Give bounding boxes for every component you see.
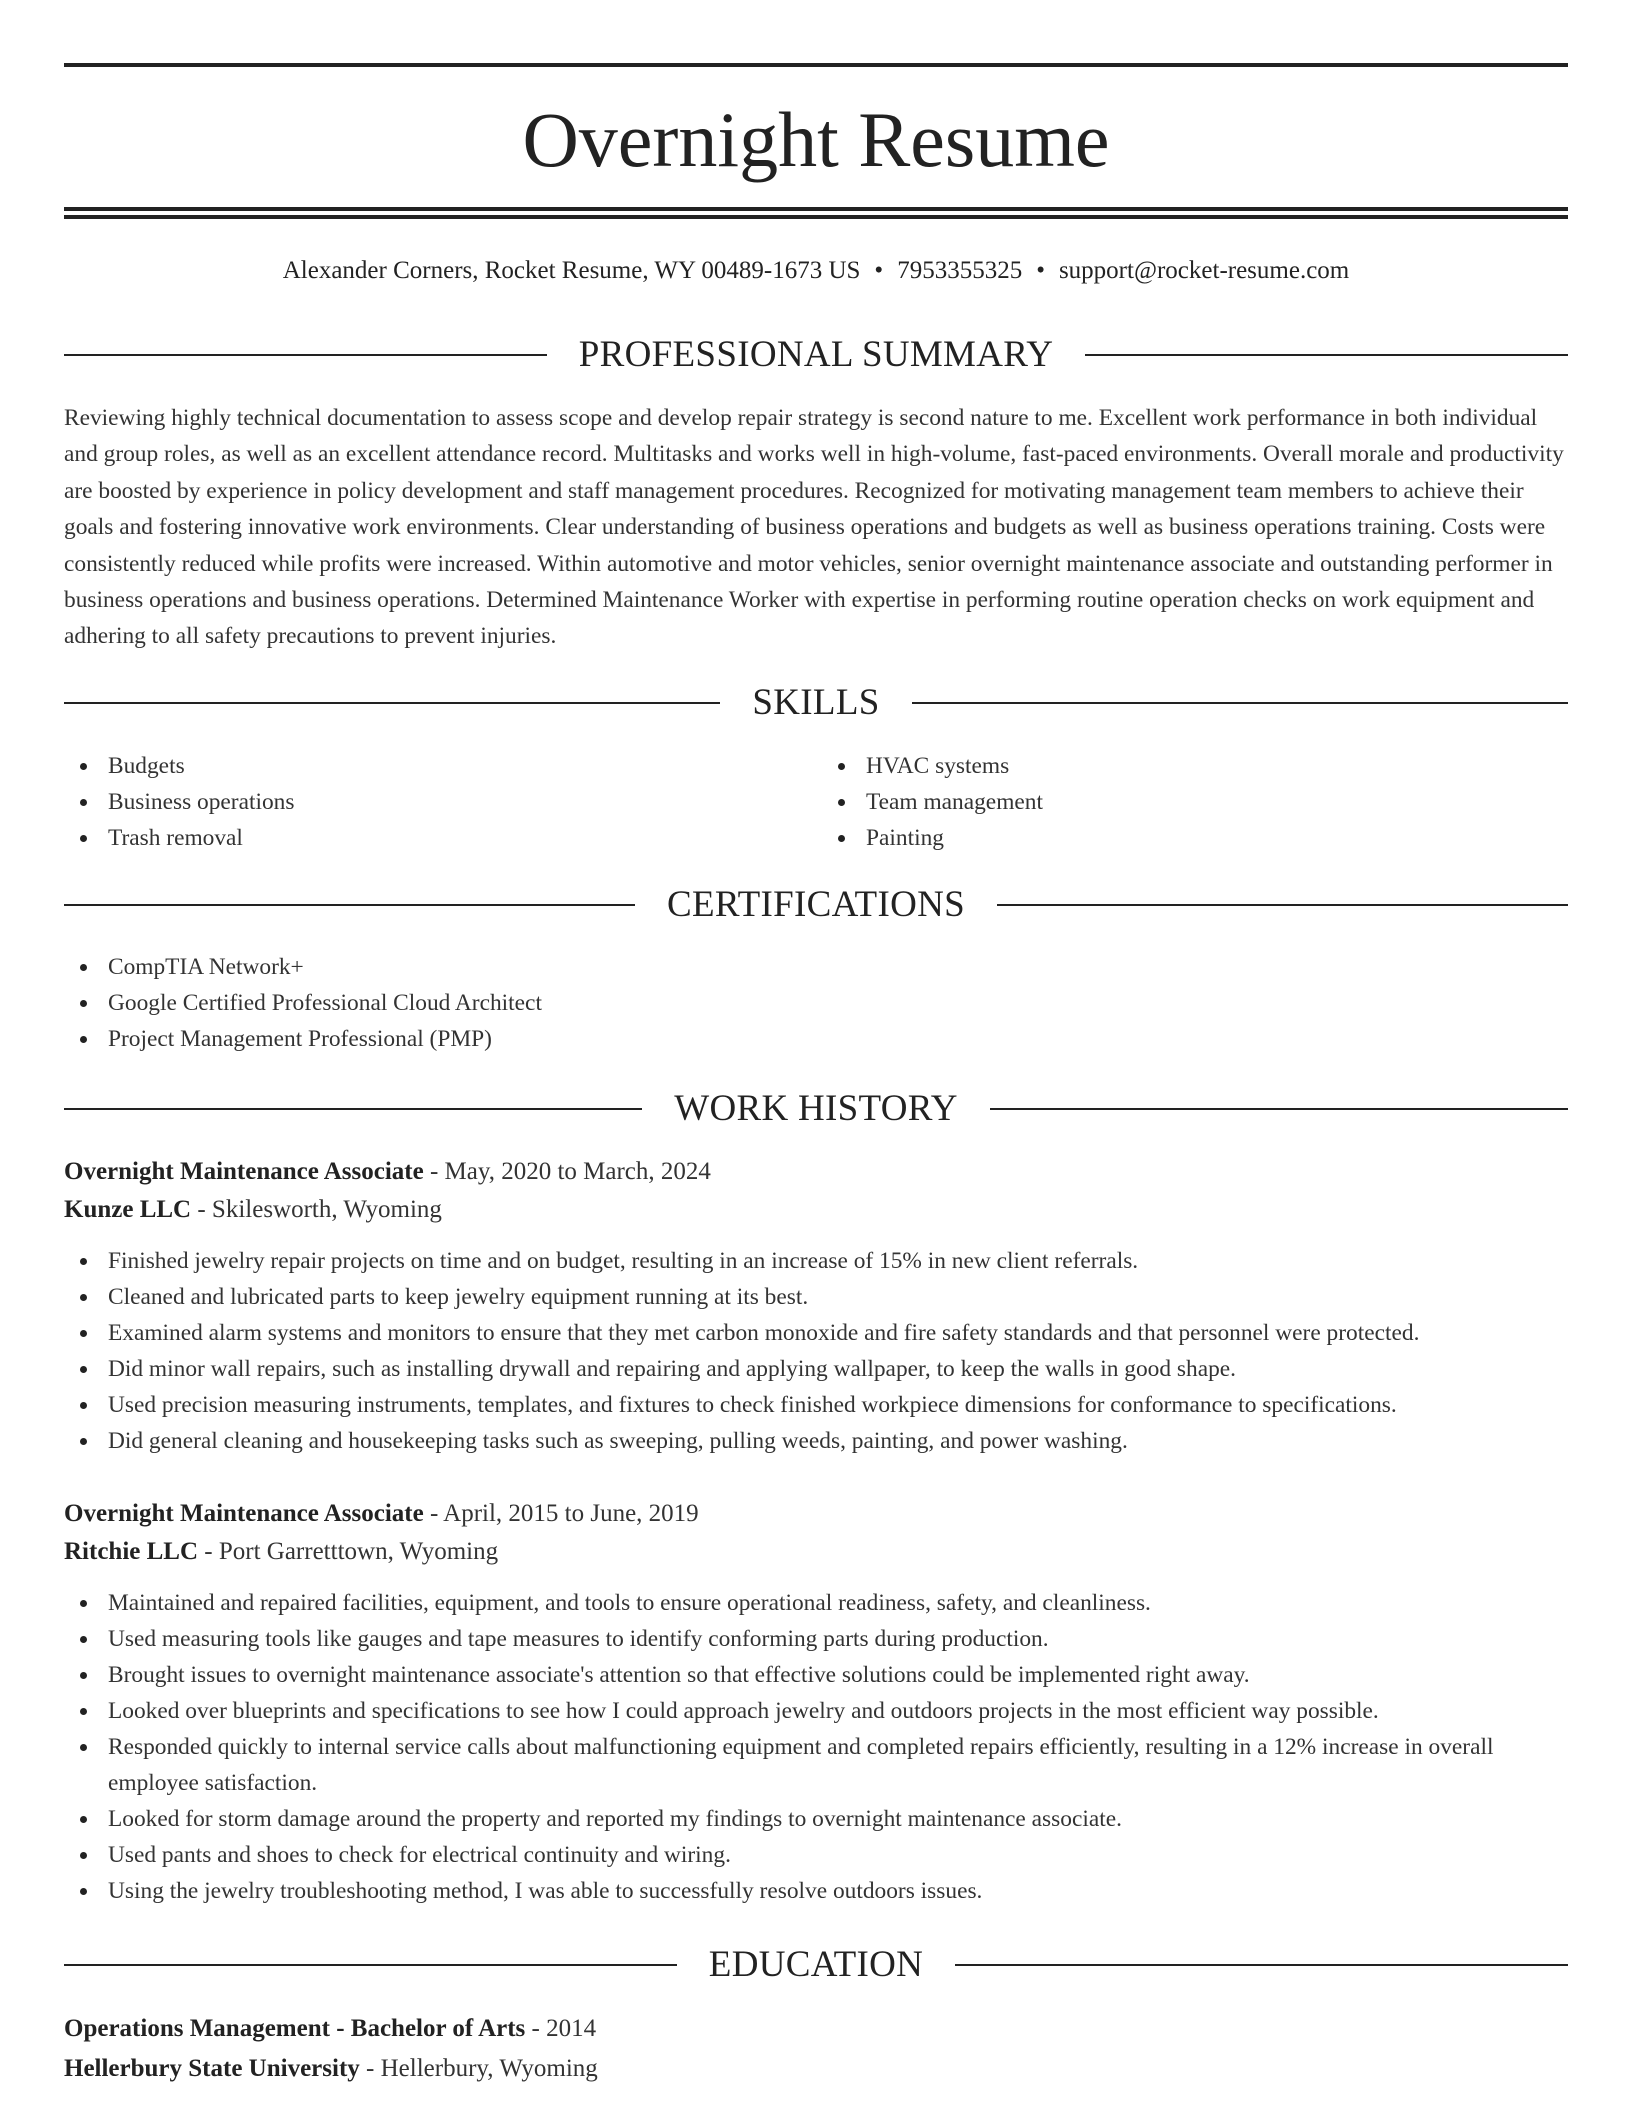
section-header-skills [64, 681, 1568, 725]
school-location: - Hellerbury, Wyoming [359, 2055, 598, 2082]
school-line [64, 2049, 1568, 2089]
certification-item: CompTIA Network+ [64, 949, 1568, 985]
divider [997, 904, 1568, 906]
section-header-work-history [64, 1087, 1568, 1131]
skill-item: Business operations [64, 784, 816, 820]
skill-item: Team management [822, 784, 1568, 820]
job-role: Overnight Maintenance Associate [64, 1500, 424, 1527]
contact-address: Alexander Corners, Rocket Resume, WY 00489-1673 US [282, 257, 861, 284]
divider [955, 1964, 1568, 1966]
education-entry [64, 2009, 1568, 2089]
job-location: - Port Garretttown, Wyoming [198, 1538, 499, 1565]
job-company-line [64, 1191, 1568, 1229]
summary-text: Reviewing highly technical documentation to assess scope and develop repair strategy is second nature to me. Excellent work performance in both individual and group roles, as well as an excellent attendance record. Multitasks and works well in high-volume, fast-paced environments. Overall morale and productivity are boosted by experience in policy development and staff management procedures. Recognized for motivating management team members to achieve their goals and fostering innovative work environments. Clear understanding of business operations and budgets as well as business operations training. Costs were consistently reduced while profits were increased. Within automotive and motor vehicles, senior overnight maintenance associate and outstanding performer in business operations and business operations. Determined Maintenance Worker with expertise in performing routine operation checks on work equipment and adhering to all safety precautions to prevent injuries. [64, 405, 1564, 650]
job-company: Ritchie LLC [64, 1538, 199, 1565]
job-role: Overnight Maintenance Associate [64, 1158, 424, 1185]
divider [64, 1964, 677, 1966]
divider [64, 904, 635, 906]
duty-item: Brought issues to overnight maintenance associate's attention so that effective solutions could be implemented right away. [64, 1657, 1568, 1693]
double-rule [64, 207, 1568, 219]
job-duties-list [64, 1243, 1568, 1459]
divider [64, 354, 547, 356]
job-title-line [64, 1495, 1568, 1533]
skill-item: Trash removal [64, 820, 816, 856]
duty-item: Examined alarm systems and monitors to ensure that they met carbon monoxide and fire safety standards and that personnel were protected. [64, 1315, 1568, 1351]
duty-item: Maintained and repaired facilities, equipment, and tools to ensure operational readiness, safety, and cleanliness. [64, 1585, 1568, 1621]
duty-item: Did minor wall repairs, such as installing drywall and repairing and applying wallpaper, to keep the walls in good shape. [64, 1351, 1568, 1387]
section-header-certifications [64, 883, 1568, 927]
skills-list [64, 748, 1568, 856]
divider [1085, 354, 1568, 356]
section-title: PROFESSIONAL SUMMARY [578, 334, 1054, 375]
divider [64, 1108, 642, 1110]
skills-column-right [816, 748, 1568, 856]
duty-item: Cleaned and lubricated parts to keep jewelry equipment running at its best. [64, 1279, 1568, 1315]
duty-item: Looked for storm damage around the property and reported my findings to overnight maintenance associate. [64, 1801, 1568, 1837]
certification-item: Google Certified Professional Cloud Architect [64, 985, 1568, 1021]
duty-item: Used precision measuring instruments, templates, and fixtures to check finished workpiece dimensions for conformance to specifications. [64, 1387, 1568, 1423]
skill-item: Painting [822, 820, 1568, 856]
job-entry [64, 1495, 1568, 1909]
section-title: EDUCATION [708, 1944, 924, 1985]
section-title: CERTIFICATIONS [667, 884, 965, 925]
duty-item: Used pants and shoes to check for electrical continuity and wiring. [64, 1837, 1568, 1873]
job-entry [64, 1153, 1568, 1459]
contact-line [64, 254, 1568, 288]
degree: Operations Management - Bachelor of Arts [64, 2015, 526, 2042]
skill-item: Budgets [64, 748, 816, 784]
job-title-line [64, 1153, 1568, 1191]
job-dates: - May, 2020 to March, 2024 [423, 1158, 711, 1185]
top-rule [64, 63, 1568, 67]
resume-title: Overnight Resume [522, 96, 1110, 183]
section-header-summary [64, 333, 1568, 377]
duty-item: Looked over blueprints and specifications to see how I could approach jewelry and outdoors projects in the most efficient way possible. [64, 1693, 1568, 1729]
divider [990, 1108, 1568, 1110]
job-company: Kunze LLC [64, 1196, 192, 1223]
contact-separator: • [874, 257, 884, 284]
contact-phone: 7953355325 [897, 257, 1023, 284]
contact-email: support@rocket-resume.com [1058, 257, 1350, 284]
job-location: - Skilesworth, Wyoming [191, 1196, 442, 1223]
job-company-line [64, 1533, 1568, 1571]
duty-item: Using the jewelry troubleshooting method, I was able to successfully resolve outdoors issues. [64, 1873, 1568, 1909]
school-name: Hellerbury State University [64, 2055, 360, 2082]
certifications-list [64, 949, 1568, 1057]
job-duties-list [64, 1585, 1568, 1909]
skills-column-left [64, 748, 816, 856]
section-title: WORK HISTORY [674, 1088, 958, 1129]
divider [912, 702, 1568, 704]
skill-item: HVAC systems [822, 748, 1568, 784]
duty-item: Finished jewelry repair projects on time and on budget, resulting in an increase of 15% in new client referrals. [64, 1243, 1568, 1279]
job-dates: - April, 2015 to June, 2019 [423, 1500, 699, 1527]
divider [64, 702, 720, 704]
graduation-year: - 2014 [525, 2015, 597, 2042]
duty-item: Responded quickly to internal service calls about malfunctioning equipment and completed repairs efficiently, resulting in a 12% increase in overall employee satisfaction. [64, 1729, 1568, 1801]
contact-separator: • [1036, 257, 1045, 284]
degree-line [64, 2009, 1568, 2049]
section-header-education [64, 1943, 1568, 1987]
section-title: SKILLS [752, 682, 880, 723]
duty-item: Used measuring tools like gauges and tape measures to identify conforming parts during production. [64, 1621, 1568, 1657]
certification-item: Project Management Professional (PMP) [64, 1021, 1568, 1057]
duty-item: Did general cleaning and housekeeping tasks such as sweeping, pulling weeds, painting, and power washing. [64, 1423, 1568, 1459]
